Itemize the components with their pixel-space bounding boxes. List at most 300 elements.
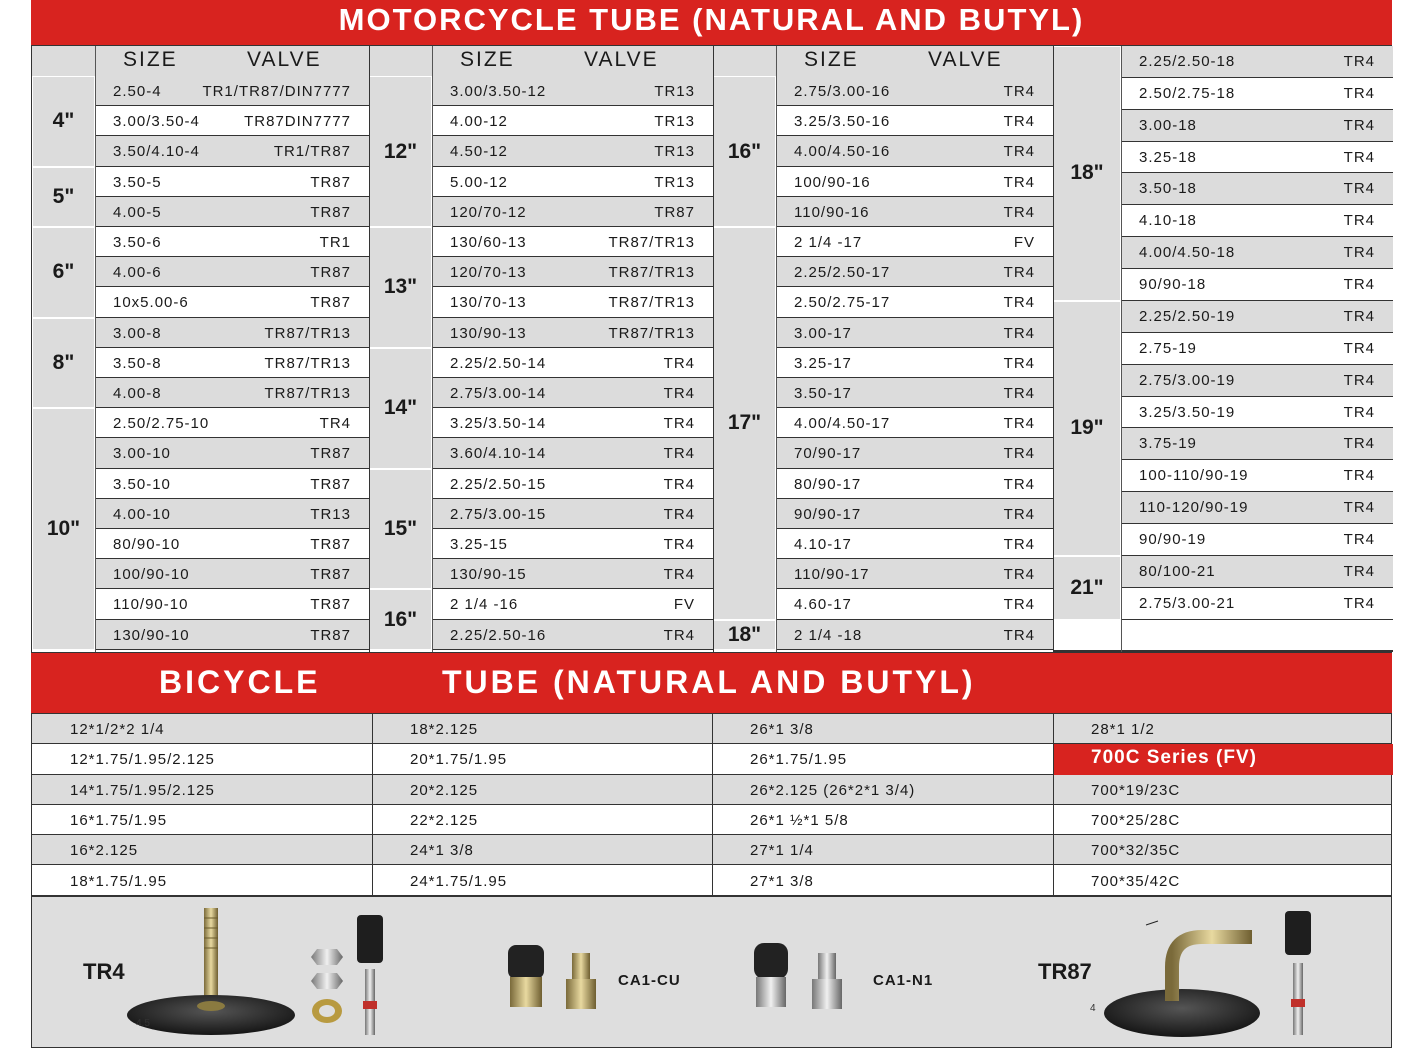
valve-cell: TR4 [1003, 445, 1035, 463]
size-cell: 2.25/2.50-17 [794, 264, 891, 282]
valve-cell: TR4 [1003, 536, 1035, 553]
size-cell: 3.25/3.50-14 [450, 415, 547, 433]
size-cell: 3.50-8 [113, 354, 162, 372]
valve-cell: TR4 [663, 445, 695, 463]
valve-cell: TR4 [663, 385, 695, 402]
table-row [95, 76, 369, 106]
table-row [1121, 524, 1393, 556]
size-group-label: 13" [369, 227, 432, 348]
table-row [95, 408, 369, 438]
size-group-label: 6" [32, 227, 95, 318]
table-row [432, 287, 713, 317]
valve-cell: TR1/TR87 [273, 143, 351, 161]
size-header: SIZE [804, 48, 859, 71]
table-row [1121, 333, 1393, 365]
size-cell: 4.00/4.50-18 [1139, 244, 1236, 262]
size-cell: 100/90-10 [113, 566, 190, 584]
size-cell: 80/90-10 [113, 536, 181, 553]
table-row [776, 167, 1053, 197]
size-group-label: 10" [32, 408, 95, 650]
valve-cell: TR87 [310, 294, 351, 312]
size-cell: 3.50/4.10-4 [113, 143, 200, 161]
table-row [776, 408, 1053, 438]
bicycle-title-right: TUBE (NATURAL AND BUTYL) [442, 664, 976, 700]
table-row [432, 257, 713, 287]
table-row [776, 438, 1053, 468]
valve-cell: TR4 [1003, 596, 1035, 614]
bicycle-size-table [31, 713, 1392, 896]
bicycle-size-cell: 28*1 1/2 [1091, 721, 1155, 738]
size-cell: 100-110/90-19 [1139, 467, 1249, 485]
valve-cell: TR87/TR13 [264, 354, 351, 372]
valve-cell: TR87 [310, 596, 351, 614]
valve-cell: TR13 [654, 173, 695, 191]
valve-cell: TR4 [1003, 415, 1035, 433]
size-cell: 3.25-15 [450, 536, 508, 553]
table-header-row [369, 46, 713, 76]
valve-cell: TR87 [310, 203, 351, 221]
valve-cell: TR87/TR13 [608, 234, 695, 251]
size-cell: 2.75/3.00-14 [450, 385, 547, 402]
size-cell: 4.00-5 [113, 203, 162, 221]
size-cell: 2.75/3.00-15 [450, 505, 547, 523]
tr4-dimension: 4.5 [136, 1018, 150, 1029]
valve-cell: TR13 [654, 83, 695, 100]
bicycle-size-cell: 22*2.125 [410, 811, 479, 829]
table-row [776, 559, 1053, 589]
group-divider [1121, 46, 1122, 652]
table-row [776, 318, 1053, 348]
size-cell: 2.25/2.50-15 [450, 475, 547, 493]
valve-header: VALVE [247, 48, 322, 71]
size-group-label: 4" [32, 76, 95, 167]
valve-cell: TR4 [1343, 562, 1375, 580]
size-cell: 4.50-12 [450, 143, 508, 161]
table-row [776, 227, 1053, 257]
valve-cell: TR87/TR13 [608, 294, 695, 312]
valve-cell: FV [673, 596, 695, 614]
valve-cell: TR13 [310, 505, 351, 523]
size-cell: 90/90-17 [794, 505, 862, 523]
size-cell: 2 1/4 -17 [794, 234, 863, 251]
valve-cell: TR4 [1343, 594, 1375, 612]
valve-cell: TR4 [1003, 505, 1035, 523]
table-row [776, 106, 1053, 136]
size-cell: 3.00-10 [113, 445, 171, 463]
table-row [432, 227, 713, 257]
table-row [432, 318, 713, 348]
valve-cell: TR4 [1343, 435, 1375, 453]
table-row [95, 469, 369, 499]
table-row [776, 589, 1053, 619]
column-divider [1053, 46, 1054, 652]
size-group-label: 15" [369, 469, 432, 590]
size-cell: 100/90-16 [794, 173, 871, 191]
size-cell: 70/90-17 [794, 445, 862, 463]
bicycle-size-cell: 26*1 ½*1 5/8 [750, 811, 849, 829]
bicycle-size-cell: 16*1.75/1.95 [70, 811, 168, 829]
bicycle-size-cell: 12*1/2*2 1/4 [70, 721, 165, 738]
table-row [1121, 492, 1393, 524]
size-cell: 3.00/3.50-4 [113, 113, 200, 131]
valve-cell: TR4 [1003, 354, 1035, 372]
size-cell: 110-120/90-19 [1139, 499, 1249, 517]
valve-cell: TR4 [663, 566, 695, 584]
valve-cell: TR4 [1343, 467, 1375, 485]
size-cell: 2.25/2.50-14 [450, 354, 547, 372]
bicycle-size-cell: 14*1.75/1.95/2.125 [70, 781, 215, 799]
table-row [432, 408, 713, 438]
valve-cell: TR87 [654, 203, 695, 221]
valve-cell: TR4 [1343, 371, 1375, 389]
bicycle-size-cell: 700*32/35C [1091, 842, 1181, 860]
valve-cell: TR4 [1343, 531, 1375, 548]
size-cell: 2.50/2.75-17 [794, 294, 891, 312]
valve-cell: TR4 [1003, 475, 1035, 493]
size-cell: 3.00-8 [113, 324, 162, 342]
ca1-cu-label: CA1-CU [618, 972, 681, 989]
size-cell: 2.25/2.50-19 [1139, 307, 1236, 325]
size-cell: 3.50-17 [794, 385, 852, 402]
tr4-valve-icon [127, 903, 307, 1043]
table-row [432, 136, 713, 166]
size-group-label: 21" [1053, 556, 1121, 620]
valve-cell: TR87 [310, 626, 351, 644]
tr87-accessories-icon [1280, 907, 1320, 1042]
valve-cell: TR4 [1343, 339, 1375, 357]
size-cell: 2.25/2.50-18 [1139, 53, 1236, 70]
size-cell: 2.75-19 [1139, 339, 1197, 357]
valve-cell: TR87/TR13 [608, 324, 695, 342]
valve-cell: TR87/TR13 [264, 385, 351, 402]
table-row [432, 378, 713, 408]
valve-header: VALVE [928, 48, 1003, 71]
table-row [1121, 173, 1393, 205]
valve-cell: TR1/TR87/DIN7777 [202, 83, 351, 100]
size-cell: 4.10-17 [794, 536, 852, 553]
table-row [95, 378, 369, 408]
table-row [776, 469, 1053, 499]
valve-cell: TR87 [310, 536, 351, 553]
size-group-label: 18" [713, 620, 776, 650]
group-divider [95, 46, 96, 652]
table-row [776, 76, 1053, 106]
size-cell: 4.60-17 [794, 596, 852, 614]
size-group-label: 5" [32, 167, 95, 227]
size-cell: 2.50/2.75-18 [1139, 84, 1236, 102]
valve-cell: TR4 [1003, 566, 1035, 584]
tr4-accessories-icon [307, 911, 397, 1046]
bicycle-size-cell: 700C Series (FV) [1091, 747, 1257, 769]
size-cell: 2 1/4 -18 [794, 626, 863, 644]
table-row [95, 257, 369, 287]
valve-cell: TR87 [310, 475, 351, 493]
size-cell: 90/90-19 [1139, 531, 1207, 548]
size-cell: 4.10-18 [1139, 212, 1197, 230]
table-row [95, 287, 369, 317]
size-cell: 3.25-17 [794, 354, 852, 372]
table-row [1121, 78, 1393, 110]
valve-cell: TR4 [663, 354, 695, 372]
size-group-label: 8" [32, 318, 95, 409]
motorcycle-size-table [31, 45, 1392, 653]
table-row [776, 529, 1053, 559]
size-cell: 3.25/3.50-16 [794, 113, 891, 131]
size-header: SIZE [123, 48, 178, 71]
valve-cell: TR4 [319, 415, 351, 433]
table-row [776, 348, 1053, 378]
valve-cell: TR87/TR13 [264, 324, 351, 342]
size-cell: 130/90-10 [113, 626, 190, 644]
bicycle-title-banner [31, 653, 1392, 713]
table-row [432, 559, 713, 589]
valve-cell: TR4 [1343, 212, 1375, 230]
table-row [432, 348, 713, 378]
size-cell: 4.00-10 [113, 505, 171, 523]
table-row [95, 167, 369, 197]
table-row [432, 620, 713, 650]
column-divider [713, 46, 714, 652]
table-row [776, 620, 1053, 650]
valve-cell: TR4 [1343, 148, 1375, 166]
bicycle-size-cell: 20*2.125 [410, 781, 479, 799]
bicycle-size-cell: 20*1.75/1.95 [410, 751, 508, 769]
table-row [95, 589, 369, 619]
size-cell: 110/90-16 [794, 203, 870, 221]
table-row [95, 438, 369, 468]
table-row [95, 529, 369, 559]
tr87-label: TR87 [1038, 959, 1092, 984]
bicycle-size-cell: 26*1.75/1.95 [750, 751, 848, 769]
valve-cell: TR4 [1003, 294, 1035, 312]
motorcycle-title-banner [31, 0, 1392, 45]
table-row [95, 197, 369, 227]
valve-cell: TR87DIN7777 [244, 113, 351, 131]
size-cell: 80/100-21 [1139, 562, 1216, 580]
size-cell: 4.00-12 [450, 113, 508, 131]
group-divider [776, 46, 777, 652]
size-group-label: 16" [713, 76, 776, 227]
size-cell: 120/70-12 [450, 203, 527, 221]
size-header: SIZE [460, 48, 515, 71]
valve-cell: TR4 [663, 475, 695, 493]
table-row [432, 529, 713, 559]
size-cell: 2.50/2.75-10 [113, 415, 210, 433]
valve-panel [31, 896, 1392, 1048]
table-row [1121, 205, 1393, 237]
valve-cell: TR4 [1003, 113, 1035, 131]
ca1-n1-valve-icon [748, 937, 868, 1017]
size-cell: 4.00/4.50-16 [794, 143, 891, 161]
valve-cell: TR4 [1003, 264, 1035, 282]
table-row [95, 348, 369, 378]
group-divider [432, 46, 433, 652]
valve-cell: TR4 [1003, 83, 1035, 100]
size-cell: 10x5.00-6 [113, 294, 189, 312]
valve-cell: TR87 [310, 445, 351, 463]
valve-cell: TR1 [319, 234, 351, 251]
size-cell: 110/90-17 [794, 566, 870, 584]
valve-cell: TR4 [1343, 307, 1375, 325]
valve-cell: TR4 [1343, 403, 1375, 421]
valve-cell: TR4 [1003, 626, 1035, 644]
size-group-label: 18" [1053, 46, 1121, 301]
table-row [1121, 46, 1393, 78]
table-row [95, 499, 369, 529]
valve-cell: TR4 [1003, 203, 1035, 221]
ca1-cu-valve-icon [502, 935, 622, 1015]
table-row [1121, 365, 1393, 397]
size-group-label: 12" [369, 76, 432, 227]
table-row [1121, 237, 1393, 269]
size-cell: 3.00-17 [794, 324, 852, 342]
table-row [1121, 556, 1393, 588]
valve-cell: TR4 [1343, 53, 1375, 70]
size-cell: 3.50-10 [113, 475, 171, 493]
bicycle-size-cell: 27*1 3/8 [750, 872, 814, 890]
motorcycle-title: MOTORCYCLE TUBE (NATURAL AND BUTYL) [338, 2, 1085, 37]
table-row [776, 499, 1053, 529]
table-row [432, 469, 713, 499]
table-row [1121, 588, 1393, 620]
table-row [776, 136, 1053, 166]
size-group-label: 19" [1053, 301, 1121, 556]
bicycle-size-cell: 16*2.125 [70, 842, 139, 860]
table-row [1121, 460, 1393, 492]
table-row [1121, 428, 1393, 460]
ca1-n1-label: CA1-N1 [873, 972, 934, 989]
table-row [95, 227, 369, 257]
valve-cell: TR4 [1003, 173, 1035, 191]
size-group-label: 16" [369, 589, 432, 649]
size-cell: 2.25/2.50-16 [450, 626, 547, 644]
size-cell: 3.75-19 [1139, 435, 1197, 453]
table-row [776, 197, 1053, 227]
valve-cell: TR4 [1003, 324, 1035, 342]
valve-cell: TR4 [1343, 244, 1375, 262]
size-cell: 2.50-4 [113, 83, 162, 100]
table-row [776, 378, 1053, 408]
size-cell: 3.60/4.10-14 [450, 445, 547, 463]
size-cell: 130/60-13 [450, 234, 527, 251]
valve-cell: TR4 [1003, 143, 1035, 161]
valve-cell: TR4 [1343, 180, 1375, 198]
valve-cell: TR87/TR13 [608, 264, 695, 282]
valve-cell: TR4 [1343, 276, 1375, 294]
size-cell: 130/90-15 [450, 566, 527, 584]
size-cell: 4.00-6 [113, 264, 162, 282]
valve-cell: TR87 [310, 264, 351, 282]
size-cell: 120/70-13 [450, 264, 527, 282]
size-cell: 5.00-12 [450, 173, 508, 191]
size-cell: 2 1/4 -16 [450, 596, 519, 614]
bicycle-column-divider [372, 714, 373, 895]
size-group-label: 17" [713, 227, 776, 620]
size-cell: 90/90-18 [1139, 276, 1207, 294]
size-cell: 3.50-6 [113, 234, 162, 251]
bicycle-title-left: BICYCLE [159, 664, 321, 700]
valve-cell: TR13 [654, 113, 695, 131]
bicycle-size-cell: 18*1.75/1.95 [70, 872, 168, 890]
table-row [432, 197, 713, 227]
valve-cell: TR13 [654, 143, 695, 161]
bicycle-column-divider [712, 714, 713, 895]
table-row [776, 257, 1053, 287]
valve-cell: FV [1013, 234, 1035, 251]
table-row [432, 106, 713, 136]
bicycle-size-cell: 24*1.75/1.95 [410, 872, 508, 890]
size-cell: 130/70-13 [450, 294, 527, 312]
size-cell: 80/90-17 [794, 475, 862, 493]
table-row [1121, 301, 1393, 333]
bicycle-size-cell: 24*1 3/8 [410, 842, 474, 860]
bicycle-size-cell: 700*35/42C [1091, 872, 1181, 890]
bicycle-size-cell: 26*2.125 (26*2*1 3/4) [750, 781, 916, 799]
valve-cell: TR4 [1343, 116, 1375, 134]
valve-cell: TR4 [663, 505, 695, 523]
table-row [1121, 110, 1393, 142]
size-cell: 3.50-18 [1139, 180, 1197, 198]
table-row [432, 499, 713, 529]
size-cell: 4.00-8 [113, 385, 162, 402]
size-cell: 2.75/3.00-19 [1139, 371, 1236, 389]
column-divider [369, 46, 370, 652]
tr87-dimension: 4 [1090, 1003, 1096, 1014]
bicycle-size-cell: 700*25/28C [1091, 811, 1181, 829]
table-row [95, 106, 369, 136]
table-row [95, 136, 369, 166]
table-row [95, 620, 369, 650]
valve-cell: TR87 [310, 566, 351, 584]
bicycle-size-cell: 27*1 1/4 [750, 842, 814, 860]
size-cell: 2.75/3.00-16 [794, 83, 891, 100]
size-cell: 130/90-13 [450, 324, 527, 342]
tr4-label: TR4 [83, 959, 125, 984]
valve-cell: TR4 [1003, 385, 1035, 402]
size-cell: 2.75/3.00-21 [1139, 594, 1236, 612]
bicycle-size-cell: 18*2.125 [410, 721, 479, 738]
table-row [432, 76, 713, 106]
table-row [95, 559, 369, 589]
size-cell: 3.00/3.50-12 [450, 83, 547, 100]
valve-cell: TR4 [1343, 499, 1375, 517]
size-cell: 110/90-10 [113, 596, 189, 614]
size-group-label: 14" [369, 348, 432, 469]
table-row [1121, 142, 1393, 174]
size-cell: 3.00-18 [1139, 116, 1197, 134]
valve-header: VALVE [584, 48, 659, 71]
table-row [95, 318, 369, 348]
bicycle-column-divider [1053, 714, 1054, 895]
table-row [776, 287, 1053, 317]
bicycle-size-cell: 12*1.75/1.95/2.125 [70, 751, 215, 769]
size-cell: 3.25/3.50-19 [1139, 403, 1236, 421]
table-row [1121, 269, 1393, 301]
valve-cell: TR4 [663, 415, 695, 433]
table-row [432, 589, 713, 619]
table-row [432, 438, 713, 468]
valve-cell: TR87 [310, 173, 351, 191]
table-row [1121, 397, 1393, 429]
table-row [432, 167, 713, 197]
valve-cell: TR4 [1343, 84, 1375, 102]
valve-cell: TR4 [663, 626, 695, 644]
size-cell: 3.50-5 [113, 173, 162, 191]
bicycle-size-cell: 700*19/23C [1091, 781, 1181, 799]
size-cell: 4.00/4.50-17 [794, 415, 891, 433]
bicycle-size-cell: 26*1 3/8 [750, 721, 814, 738]
valve-cell: TR4 [663, 536, 695, 553]
